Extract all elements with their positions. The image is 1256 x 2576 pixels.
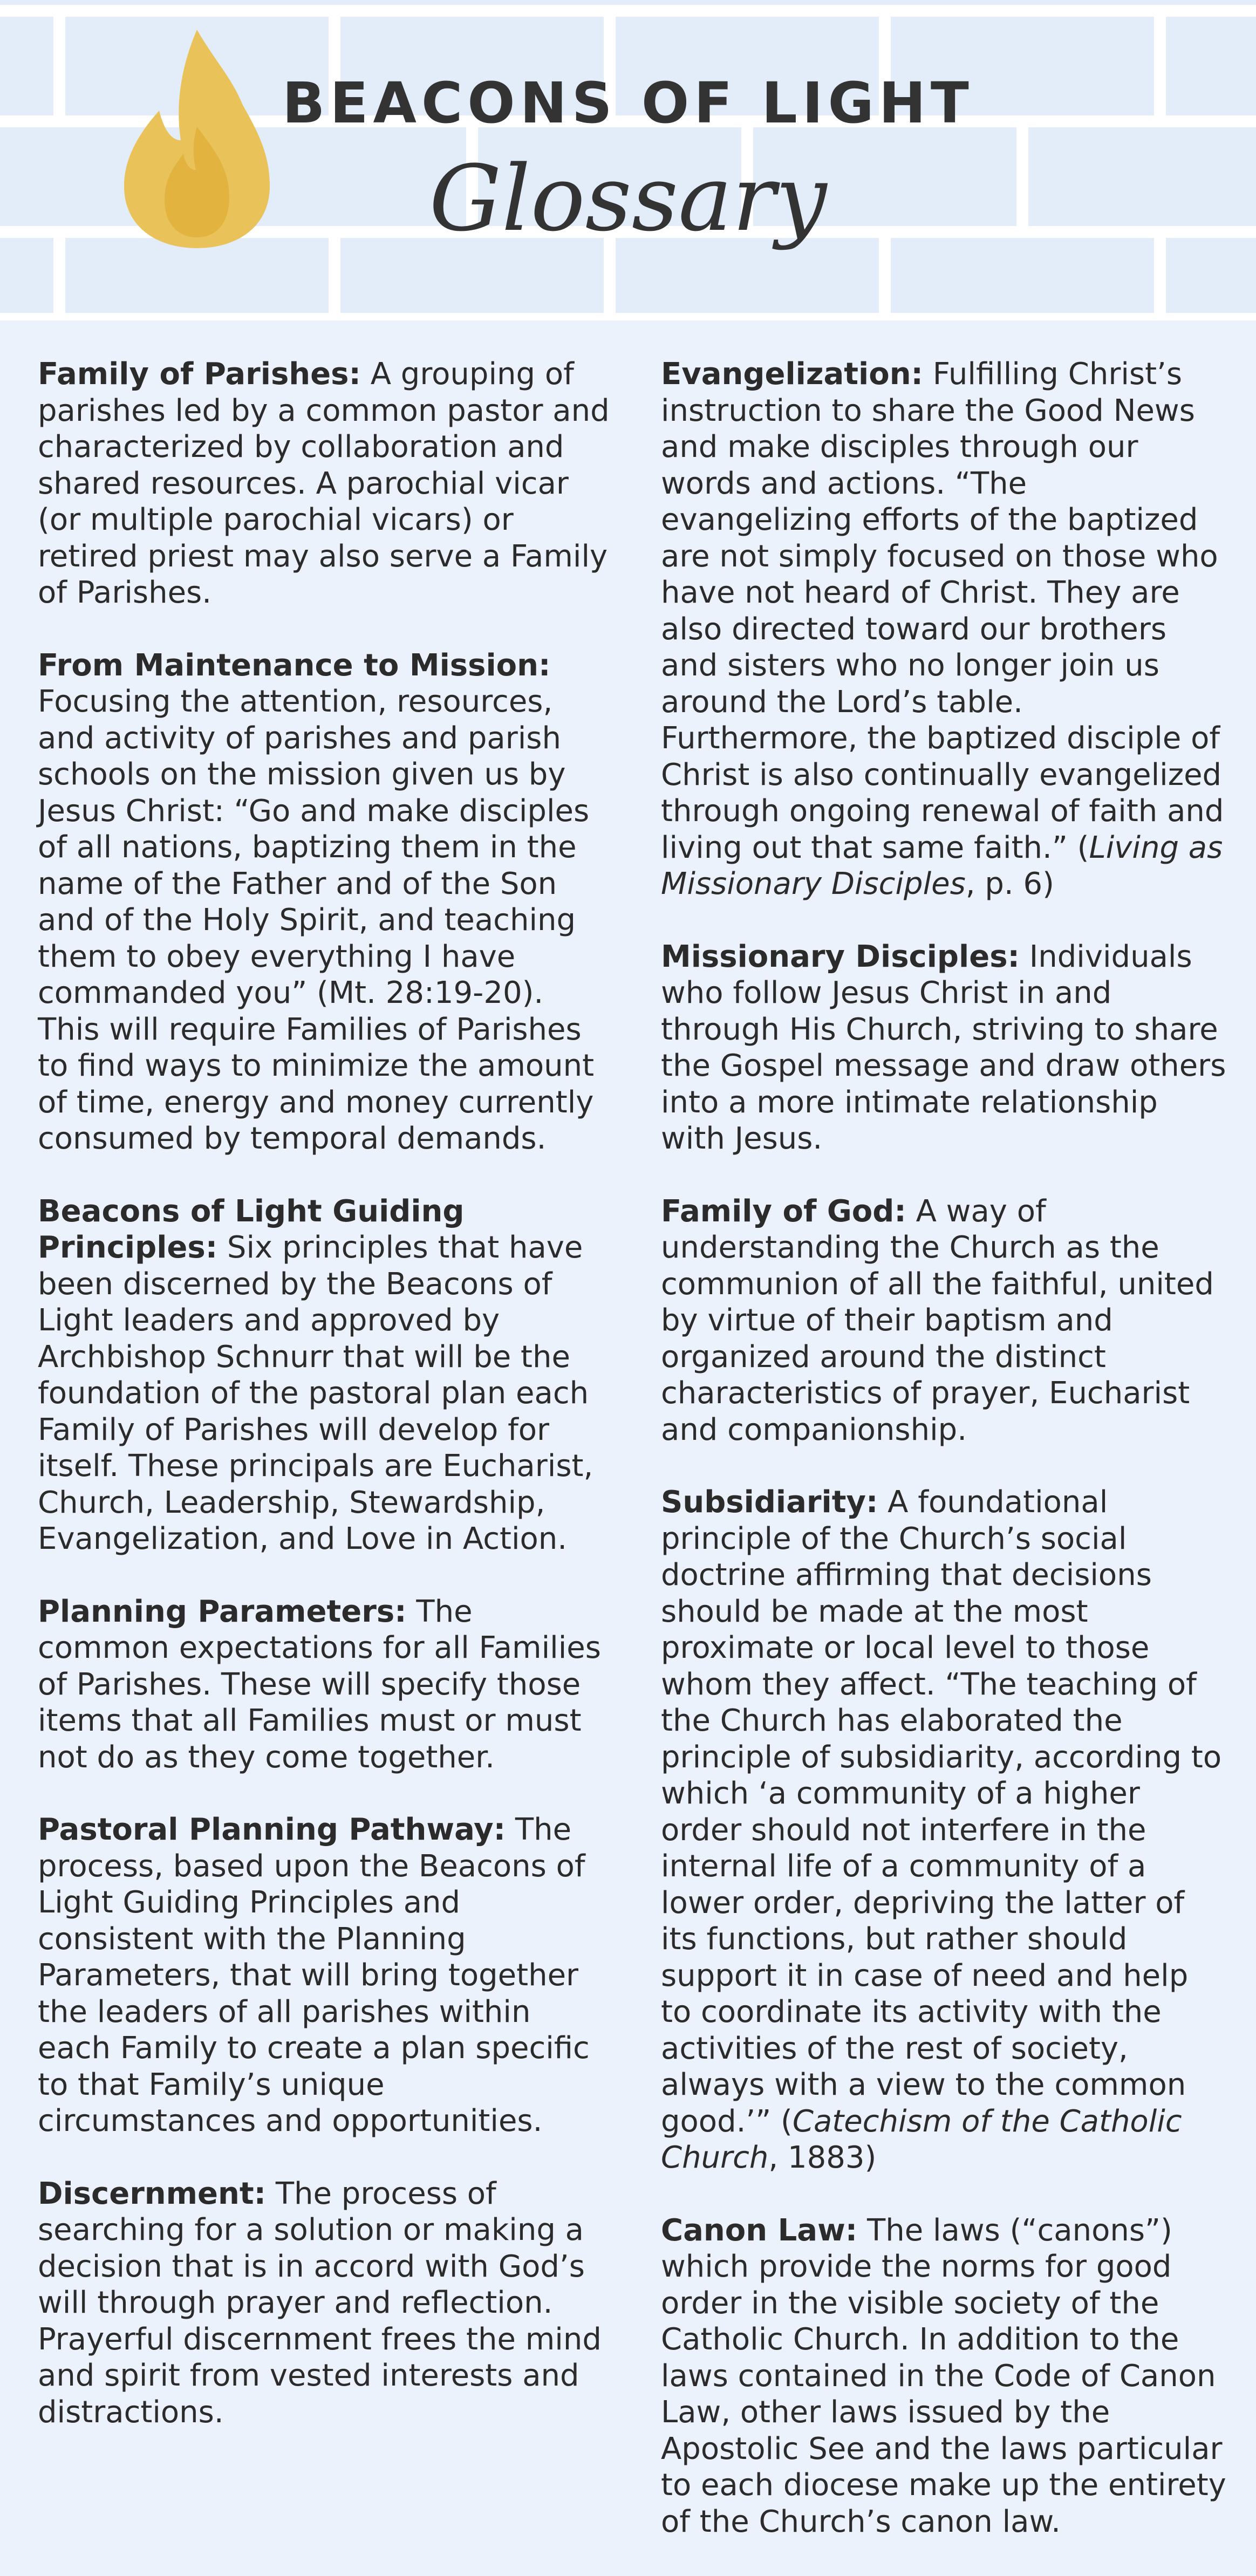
glossary-term: From Maintenance to Mission: bbox=[38, 647, 551, 683]
glossary-entry-maintenance-to-mission bbox=[38, 647, 610, 1157]
glossary-entry-subsidiarity bbox=[661, 1484, 1227, 2176]
citation-reference: , 1883) bbox=[768, 2140, 877, 2175]
glossary-term: Evangelization: bbox=[661, 357, 923, 392]
glossary-definition: Focusing the attention, resources, and activity of parishes and parish schools on the mission given us by Jesus Christ: “Go and make disciples of all nations, baptizing them in the name of the Father and of the Son and of the Holy Spirit, and teaching them to obey everything I have commanded you” (Mt. 28:19-20). This will require Families of Parishes to find ways to minimize the amount of time, energy and money currently consumed by temporal demands. bbox=[38, 684, 595, 1156]
glossary-definition: The process, based upon the Beacons of Light Guiding Principles and consistent with the Planning Parameters, that will bring together the leaders of all parishes within each Family to create a plan specific to that Family’s unique circumstances and opportunities. bbox=[38, 1812, 590, 2138]
glossary-definition: A grouping of parishes led by a common pastor and characterized by collaboration and shared resources. A parochial vicar (or multiple parochial vicars) or retired priest may also serve a Family of Parishes. bbox=[38, 357, 610, 610]
glossary-entry-guiding-principles bbox=[38, 1193, 610, 1557]
glossary-entry-family-of-god bbox=[661, 1193, 1227, 1448]
glossary-entry-pastoral-planning-pathway bbox=[38, 1812, 610, 2140]
glossary-term: Family of Parishes: bbox=[38, 357, 361, 392]
page-title: BEACONS OF LIGHT bbox=[282, 70, 974, 136]
citation-title: Catechism of the Catholic Church bbox=[661, 2103, 1182, 2175]
glossary-definition: The laws (“canons”) which provide the norms for good order in the visible society of the Catholic Church. In addition to the laws contained in the Code of Canon Law, other laws issued by the Apostolic See and the laws particular to each diocese make up the entirety of the Church’s canon law. bbox=[661, 2212, 1226, 2539]
glossary-term: Discernment: bbox=[38, 2176, 267, 2211]
glossary-definition: A foundational principle of the Church’s social doctrine affirming that decisions should be made at the most proximate or local level to those whom they affect. “The teaching of the Church has elaborated the principle of subsidiarity, according to which ‘a community of a higher order should not interfere in the internal life of a community of a lower order, depriving the latter of its functions, but rather should support it in case of need and help to coordinate its activity with the activities of the rest of society, always with a view to the common good.’” ( bbox=[661, 1485, 1222, 2139]
citation-reference: , p. 6) bbox=[965, 866, 1054, 901]
glossary-entry-family-of-parishes bbox=[38, 356, 610, 611]
glossary-term: Subsidiarity: bbox=[661, 1485, 878, 1520]
glossary-term: Missionary Disciples: bbox=[661, 939, 1020, 974]
glossary-term: Planning Parameters: bbox=[38, 1594, 407, 1629]
glossary-term: Pastoral Planning Pathway: bbox=[38, 1812, 506, 1847]
glossary-entry-discernment bbox=[38, 2176, 610, 2431]
glossary-term: Family of God: bbox=[661, 1193, 906, 1229]
citation-title: Living as Missionary Disciples bbox=[661, 830, 1223, 901]
glossary-entry-planning-parameters bbox=[38, 1594, 610, 1776]
glossary-term: Beacons of Light Guiding Principles: bbox=[38, 1193, 465, 1265]
page-subtitle: Glossary bbox=[429, 146, 827, 251]
glossary-definition: Individuals who follow Jesus Christ in and through His Church, striving to share the Gospel message and draw others into a more intimate relationship with Jesus. bbox=[661, 939, 1226, 1156]
glossary-entry-missionary-disciples bbox=[661, 939, 1227, 1157]
glossary-column-right bbox=[661, 356, 1227, 2576]
glossary-term: Canon Law: bbox=[661, 2212, 858, 2248]
glossary-definition: Six principles that have been discerned by the Beacons of Light leaders and approved by Archbishop Schnurr that will be the foundation of the pastoral plan each Family of Parishes will develop for itself. These principals are Eucharist, Church, Leadership, Stewardship, Evangelization, and Love in Action. bbox=[38, 1230, 593, 1556]
glossary-definition: The process of searching for a solution or making a decision that is in accord with God’s will through prayer and reflection. Prayerful discernment frees the mind and spirit from vested interests and distractions. bbox=[38, 2176, 602, 2430]
glossary-entry-evangelization bbox=[661, 356, 1227, 903]
header-divider bbox=[0, 313, 1256, 320]
glossary-definition: The common expectations for all Families of Parishes. These will specify those items that all Families must or must not do as they come together. bbox=[38, 1594, 601, 1775]
glossary-entry-canon-law bbox=[661, 2212, 1227, 2540]
glossary-column-left bbox=[38, 356, 610, 2466]
glossary-definition: A way of understanding the Church as the communion of all the faithful, united by virtue of their baptism and organized around the distinct characteristics of prayer, Eucharist and companionship. bbox=[661, 1193, 1214, 1447]
glossary-definition: Fulfilling Christ’s instruction to share the Good News and make disciples through our words and actions. “The evangelizing efforts of the baptized are not simply focused on those who have not heard of Christ. They are also directed toward our brothers and sisters who no longer join us around the Lord’s table. Furthermore, the baptized disciple of Christ is also continually evangelized through ongoing renewal of faith and living out that same faith.” ( bbox=[661, 357, 1224, 865]
header-banner bbox=[0, 0, 1256, 318]
